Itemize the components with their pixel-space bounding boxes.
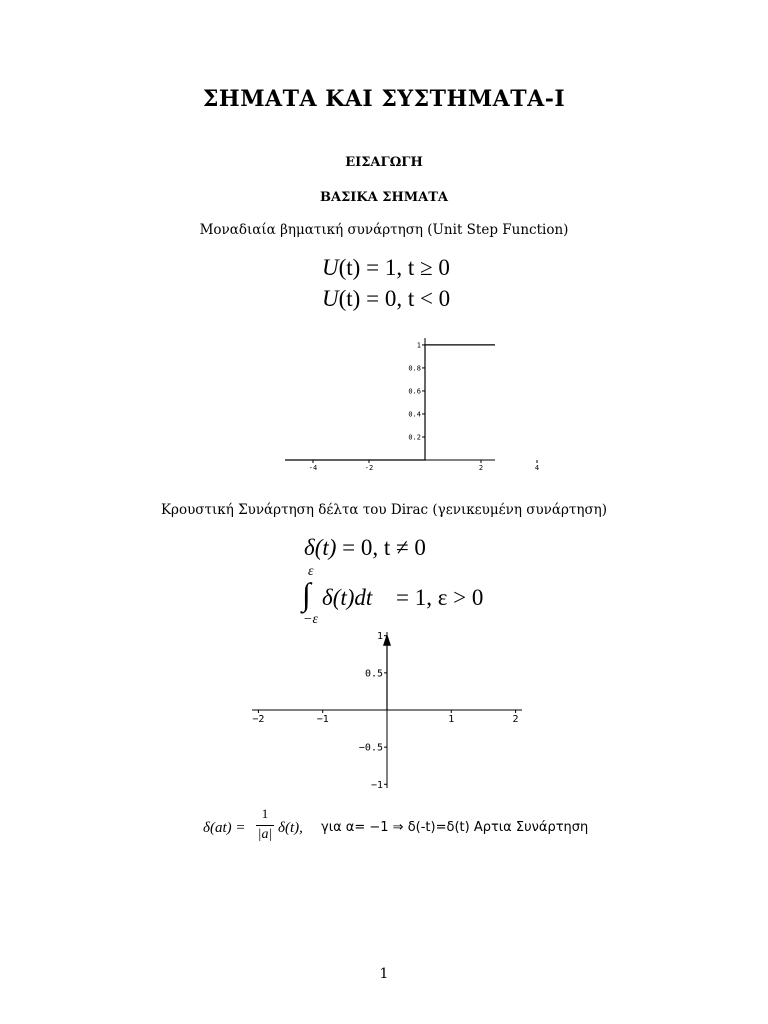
- step-eq2-function: U: [322, 286, 339, 311]
- delta-equation-1: [304, 535, 426, 561]
- fraction-numerator: 1: [261, 806, 269, 821]
- fraction-bar: [256, 825, 274, 826]
- integral-lower-limit: −ε: [303, 612, 318, 627]
- page-number: 1: [379, 966, 389, 982]
- x-tick-label: −2: [252, 714, 265, 725]
- integral-sign: ∫: [302, 576, 311, 612]
- scaling-lhs: δ(at) =: [203, 820, 246, 836]
- integral-body: δ(t)dt: [322, 585, 373, 610]
- dirac-delta-plot: [230, 626, 530, 798]
- y-tick-label: 0.6: [408, 387, 421, 396]
- delta-equation-2: [300, 566, 500, 628]
- subsection-heading: ΒΑΣΙΚΑ ΣΗΜΑΤΑ: [320, 190, 448, 205]
- integral-result: = 1, ε > 0: [396, 585, 484, 610]
- step-eq1-function: U: [322, 255, 339, 280]
- step-equation-1: [322, 255, 450, 281]
- section-heading: ΕΙΣΑΓΩΓΗ: [345, 155, 423, 170]
- y-tick-label: 1: [416, 341, 421, 350]
- step-caption: Μοναδιαία βηματική συνάρτηση (Unit Step Function): [199, 222, 569, 238]
- step-eq2-condition: = 0, t < 0: [366, 286, 451, 311]
- x-tick-label: 4: [534, 464, 540, 472]
- integral-upper-limit: ε: [308, 564, 314, 579]
- step-eq2-argument: (t): [338, 286, 361, 311]
- y-tick-label: −1: [370, 779, 383, 791]
- dirac-delta-chart: [230, 626, 530, 802]
- unit-step-chart: [280, 332, 540, 476]
- step-eq1-condition: = 1, t ≥ 0: [366, 255, 450, 280]
- delta-eq1-function: δ(t): [304, 535, 337, 560]
- scaling-delta-t: δ(t),: [278, 820, 303, 836]
- unit-step-plot: [280, 332, 540, 472]
- step-eq1-argument: (t): [338, 255, 361, 280]
- x-tick-label: −1: [316, 714, 329, 725]
- delta-eq1-condition: = 0, t ≠ 0: [342, 535, 426, 560]
- step-equation-2: [322, 286, 450, 312]
- fraction-denominator: |a|: [257, 827, 273, 842]
- series-line: [285, 345, 495, 460]
- y-tick-label: 1: [376, 631, 383, 643]
- page-title: ΣΗΜΑΤΑ ΚΑΙ ΣΥΣΤΗΜΑΤΑ-Ι: [202, 86, 566, 112]
- scaling-property: [203, 806, 623, 852]
- x-tick-label: 2: [512, 714, 519, 725]
- y-tick-label: −0.5: [358, 742, 383, 754]
- delta-caption: Κρουστική Συνάρτηση δέλτα του Dirac (γενικευμένη συνάρτηση): [160, 502, 608, 518]
- x-tick-label: -4: [308, 464, 318, 472]
- x-tick-label: -2: [364, 464, 374, 472]
- y-tick-label: 0.2: [408, 433, 421, 442]
- y-tick-label: 0.4: [408, 410, 421, 419]
- scaling-text: για α= −1 ⇒ δ(-t)=δ(t) Αρτια Συνάρτηση: [321, 820, 589, 835]
- y-tick-label: 0.8: [408, 364, 421, 373]
- y-tick-label: 0.5: [364, 668, 383, 680]
- x-tick-label: 1: [448, 714, 455, 725]
- x-tick-label: 2: [478, 464, 484, 472]
